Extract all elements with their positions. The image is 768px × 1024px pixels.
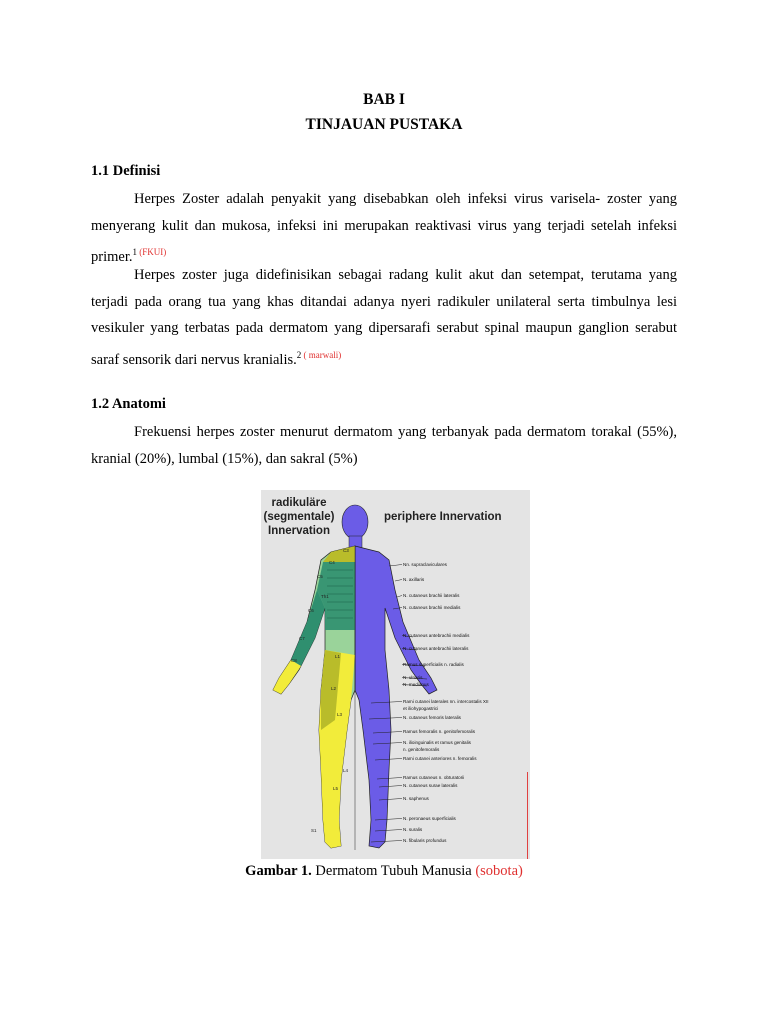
nerve-label: Ramus superficialis n. radialis (403, 662, 464, 667)
segment-label: C5 (317, 574, 323, 579)
caption-label: Gambar 1. (245, 863, 312, 879)
chapter-title: TINJAUAN PUSTAKA (305, 116, 463, 133)
nerve-leader-line (395, 580, 402, 582)
left-heading-line-3: Innervation (268, 525, 330, 537)
nerve-label: N. medianus (403, 682, 429, 687)
nerve-label: N. peronaeus superficialis (403, 816, 456, 821)
segment-label: L1 (335, 654, 341, 659)
nerve-label: N. suralis (403, 827, 423, 832)
segment-label: L2 (331, 686, 337, 691)
segment-label: C7 (299, 636, 305, 641)
paragraph-definisi-2 (91, 262, 677, 373)
citation-source: (FKUI) (136, 247, 167, 257)
nerve-label: Ramus cutaneus n. obturatorii (403, 775, 465, 780)
nerve-label: Rami cutanei anteriores n. femoralis (403, 756, 477, 761)
nerve-label: et iliohypogastrici (403, 706, 439, 711)
nerve-label: N. saphenus (403, 796, 429, 801)
segment-label: C3 (343, 548, 349, 553)
dermatome-figure (261, 490, 530, 859)
section-heading-definisi: 1.1 Definisi (91, 163, 161, 179)
chapter-number: BAB I (363, 91, 405, 108)
left-heading-line-2: (segmentale) (263, 511, 335, 523)
nerve-label: N. cutaneus surae lateralis (403, 783, 458, 788)
segment-label: C6 (308, 608, 314, 613)
dermatome-illustration (261, 490, 530, 859)
segment-label: L3 (337, 712, 343, 717)
nerve-leader-line (389, 565, 402, 567)
nerve-label: N. cutaneus brachii lateralis (403, 593, 460, 598)
paragraph-definisi-1 (91, 186, 677, 271)
figure-edge-line (527, 772, 528, 859)
nerve-label: N. ilioinguinalis et ramus genitalis (403, 740, 471, 745)
nerve-label: N. cutaneus brachii medialis (403, 605, 461, 610)
nerve-label: N. fibularis profundus (403, 838, 447, 843)
nerve-label: Rami cutanei laterales nn. intercostalis XII (403, 699, 489, 704)
nerve-label: N. axillaris (403, 577, 425, 582)
nerve-label: Nn. supraclaviculares (403, 562, 447, 567)
section-heading-anatomi: 1.2 Anatomi (91, 396, 166, 412)
segment-label: C8 (291, 658, 297, 663)
nerve-label: N. cutaneus femoris lateralis (403, 715, 461, 720)
caption-source: (sobota) (475, 863, 523, 879)
paragraph-anatomi: Frekuensi herpes zoster menurut dermatom yang terbanyak pada dermatom torakal (55%), kranial (20%), lumbal (15%), dan sakral (5%) (91, 424, 677, 467)
figure-caption (0, 863, 768, 880)
nerve-label: Ramus femoralis n. genitofemoralis (403, 729, 475, 734)
segment-label: C4 (329, 560, 335, 565)
caption-text: Dermatom Tubuh Manusia (311, 863, 476, 879)
citation-number: 1 (132, 247, 137, 257)
nerve-label: N. ulnaris (403, 675, 423, 680)
left-heading-line-1: radikuläre (271, 497, 327, 509)
segment-label: Th1 (321, 594, 329, 599)
nerve-label: n. genitofemoralis (403, 747, 440, 752)
paragraph-text: Herpes Zoster adalah penyakit yang disebabkan oleh infeksi virus varisela- zoster yang menyerang kulit dan mukosa, infeksi ini merupakan reaktivasi virus yang terjadi setelah infeksi primer. (91, 191, 677, 265)
segmental-half-body (273, 546, 355, 848)
nerve-label: N. cutaneus antebrachii lateralis (403, 646, 469, 651)
segment-label: S1 (311, 828, 317, 833)
nerve-label: N. cutaneus antebrachii medialis (403, 633, 470, 638)
segmental-innervation-heading (264, 497, 335, 537)
paragraph-text: Herpes zoster juga didefinisikan sebagai radang kulit akut dan setempat, terutama yang terjadi pada orang tua yang khas ditandai adanya nyeri radikuler unilateral serta timbulnya lesi vesikuler yang terbatas pada dermatom yang dipersarafi serabut spinal maupun ganglion serabut saraf sensorik dari nervus kranialis. (91, 267, 677, 368)
nerve-leader-line (397, 596, 402, 598)
citation-number: 2 (296, 349, 302, 360)
segment-label: L4 (343, 768, 349, 773)
citation-source: ( marwali) (301, 349, 342, 360)
peripheral-innervation-heading: periphere Innervation (384, 511, 502, 523)
segment-label: L5 (333, 786, 339, 791)
